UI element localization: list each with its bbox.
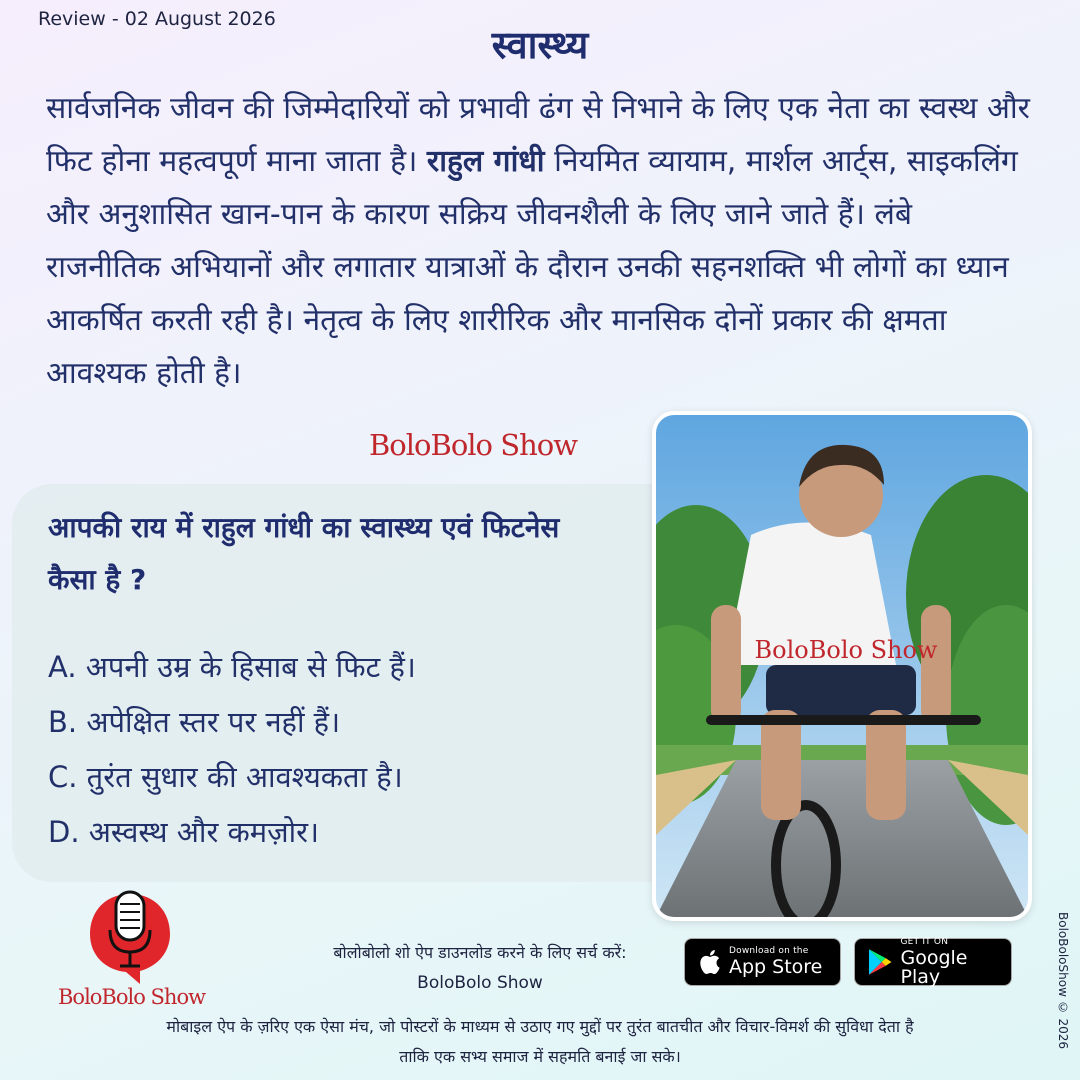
google-play-big: Google Play — [900, 946, 968, 988]
google-play-icon — [867, 948, 893, 976]
download-prompt-text: बोलोबोलो शो ऐप डाउनलोड करने के लिए सर्च करें: — [333, 943, 627, 962]
page-title: स्वास्थ्य — [491, 23, 589, 67]
photo-card — [652, 411, 1032, 921]
poll-option-d[interactable]: D. अस्वस्थ और कमज़ोर। — [48, 815, 320, 849]
poll-options — [48, 640, 416, 860]
app-store-big: App Store — [729, 956, 823, 978]
poll-question: आपकी राय में राहुल गांधी का स्वास्थ्य एवं फिटनेस कैसा है ? — [48, 511, 560, 596]
footer-tagline — [30, 1012, 1050, 1072]
intro-paragraph — [46, 82, 1036, 400]
app-store-button[interactable] — [684, 938, 841, 986]
brand-watermark: BoloBolo Show — [369, 428, 578, 462]
intro-highlight: राहुल गांधी — [426, 144, 545, 179]
review-date: Review - 02 August 2026 — [38, 8, 276, 30]
footer-line-2: ताकि एक सभ्य समाज में सहमति बनाई जा सके। — [399, 1047, 681, 1066]
apple-icon — [697, 948, 721, 976]
cycling-photo — [656, 415, 1028, 917]
logo-text: BoloBolo Show — [58, 985, 206, 1009]
app-store-small: Download on the — [729, 946, 809, 956]
google-play-button[interactable] — [854, 938, 1012, 986]
intro-text-1: सार्वजनिक जीवन की जिम्मेदारियों को प्रभावी ढंग से निभाने के लिए एक नेता का स्वस्थ और फिट होना महत्वपूर्ण माना जाता है। — [46, 91, 1030, 179]
poll-option-c[interactable]: C. तुरंत सुधार की आवश्यकता है। — [48, 760, 403, 794]
photo-watermark: BoloBolo Show — [754, 636, 938, 664]
poll-option-a[interactable]: A. अपनी उम्र के हिसाब से फिट हैं। — [48, 650, 416, 684]
download-app-name: BoloBolo Show — [417, 973, 543, 993]
google-play-small: GET IT ON — [900, 936, 949, 947]
intro-text-2: नियमित व्यायाम, मार्शल आर्ट्स, साइकलिंग और अनुशासित खान-पान के कारण सक्रिय जीवनशैली के लिए जाने जाते हैं। लंबे राजनीतिक अभियानों और लगातार यात्राओं के दौरान उनकी सहनशक्ति भी लोगों का ध्यान आकर्षित करती रही है। नेतृत्व के लिए शारीरिक और मानसिक दोनों प्रकार की क्षमता आवश्यक होती है। — [46, 144, 1018, 391]
poll-option-b[interactable]: B. अपेक्षित स्तर पर नहीं हैं। — [48, 705, 341, 739]
footer-line-1: मोबाइल ऐप के ज़रिए एक ऐसा मंच, जो पोस्टरों के माध्यम से उठाए गए मुद्दों पर तुरंत बातचीत और विचार-विमर्श की सुविधा देता है — [166, 1017, 914, 1036]
microphone-speech-bubble-icon — [80, 886, 180, 986]
download-prompt — [290, 938, 670, 998]
copyright-text: BoloBoloShow © 2026 — [1056, 912, 1070, 1050]
